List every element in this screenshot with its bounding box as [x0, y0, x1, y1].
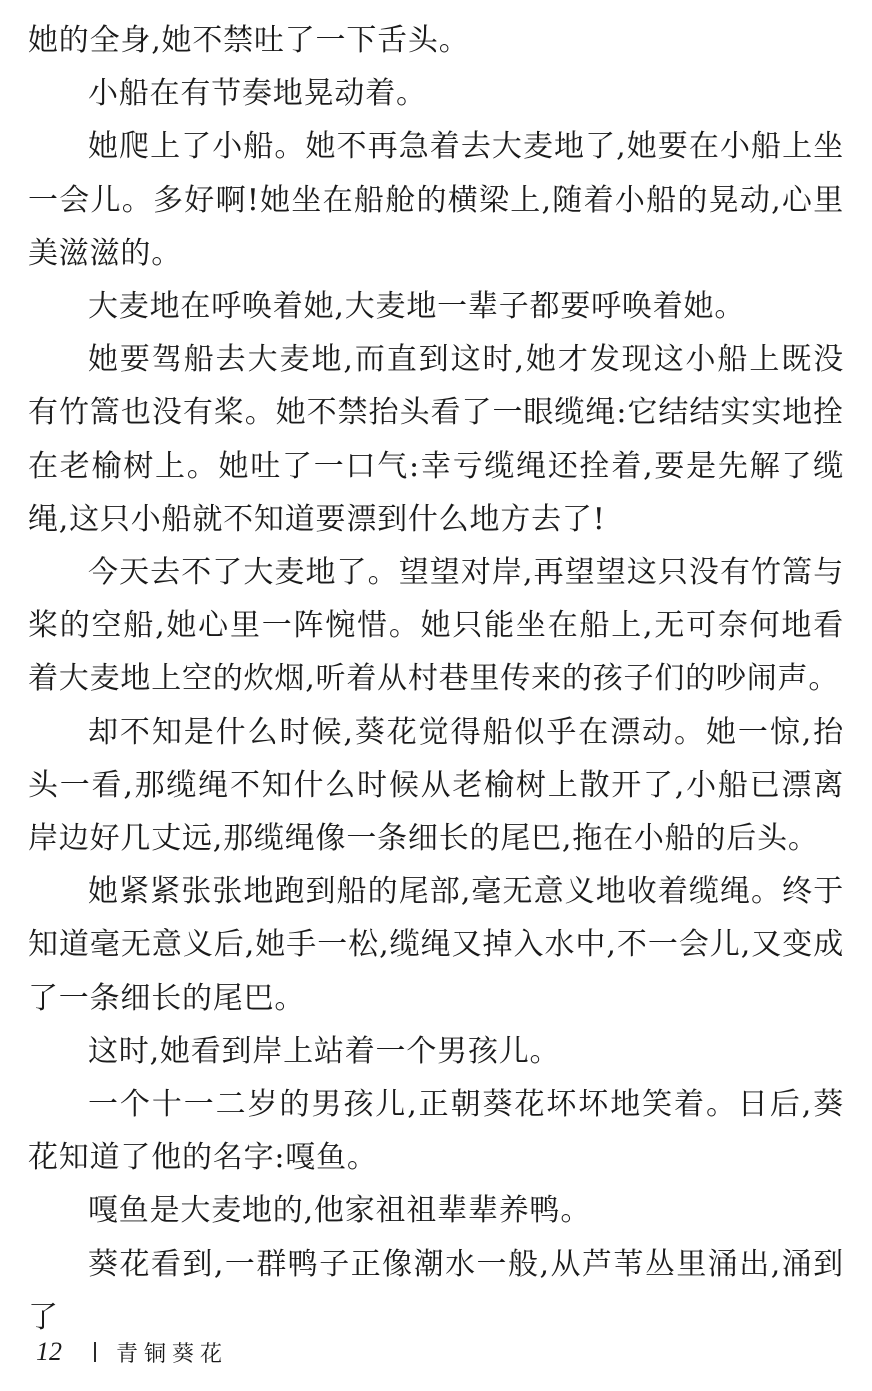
- paragraph: 今天去不了大麦地了。望望对岸,再望望这只没有竹篙与桨的空船,她心里一阵惋惜。她只能坐在船上,无可奈何地看着大麦地上空的炊烟,听着从村巷里传来的孩子们的吵闹声。: [28, 555, 844, 697]
- book-title: 青铜葵花: [116, 1341, 229, 1367]
- footer-divider: [94, 1342, 96, 1362]
- page-footer: [36, 1334, 228, 1370]
- paragraph: 嘎鱼是大麦地的,他家祖祖辈辈养鸭。: [88, 1193, 592, 1229]
- paragraph: 她紧紧张张地跑到船的尾部,毫无意义地收着缆绳。终于知道毫无意义后,她手一松,缆绳又掉入水中,不一会儿,又变成了一条细长的尾巴。: [28, 874, 844, 1016]
- paragraph: 她的全身,她不禁吐了一下舌头。: [28, 23, 470, 58]
- paragraph: 大麦地在呼唤着她,大麦地一辈子都要呼唤着她。: [88, 289, 746, 325]
- body-text: [28, 14, 844, 1344]
- paragraph: 这时,她看到岸上站着一个男孩儿。: [88, 1033, 561, 1069]
- paragraph: 一个十一二岁的男孩儿,正朝葵花坏坏地笑着。日后,葵花知道了他的名字:嘎鱼。: [28, 1087, 844, 1176]
- paragraph: 她爬上了小船。她不再急着去大麦地了,她要在小船上坐一会儿。多好啊!她坐在船舱的横梁上,随着小船的晃动,心里美滋滋的。: [28, 129, 844, 271]
- page-number: 12: [36, 1337, 62, 1366]
- paragraph: 小船在有节奏地晃动着。: [88, 76, 427, 112]
- paragraph: 她要驾船去大麦地,而直到这时,她才发现这小船上既没有竹篙也没有桨。她不禁抬头看了一眼缆绳:它结结实实地拴在老榆树上。她吐了一口气:幸亏缆绳还拴着,要是先解了缆绳,这只小船就不知道要漂到什么地方去了!: [28, 342, 844, 537]
- paragraph: 却不知是什么时候,葵花觉得船似乎在漂动。她一惊,抬头一看,那缆绳不知什么时候从老榆树上散开了,小船已漂离岸边好几丈远,那缆绳像一条细长的尾巴,拖在小船的后头。: [28, 714, 844, 857]
- paragraph: 葵花看到,一群鸭子正像潮水一般,从芦苇丛里涌出,涌到了: [28, 1246, 844, 1335]
